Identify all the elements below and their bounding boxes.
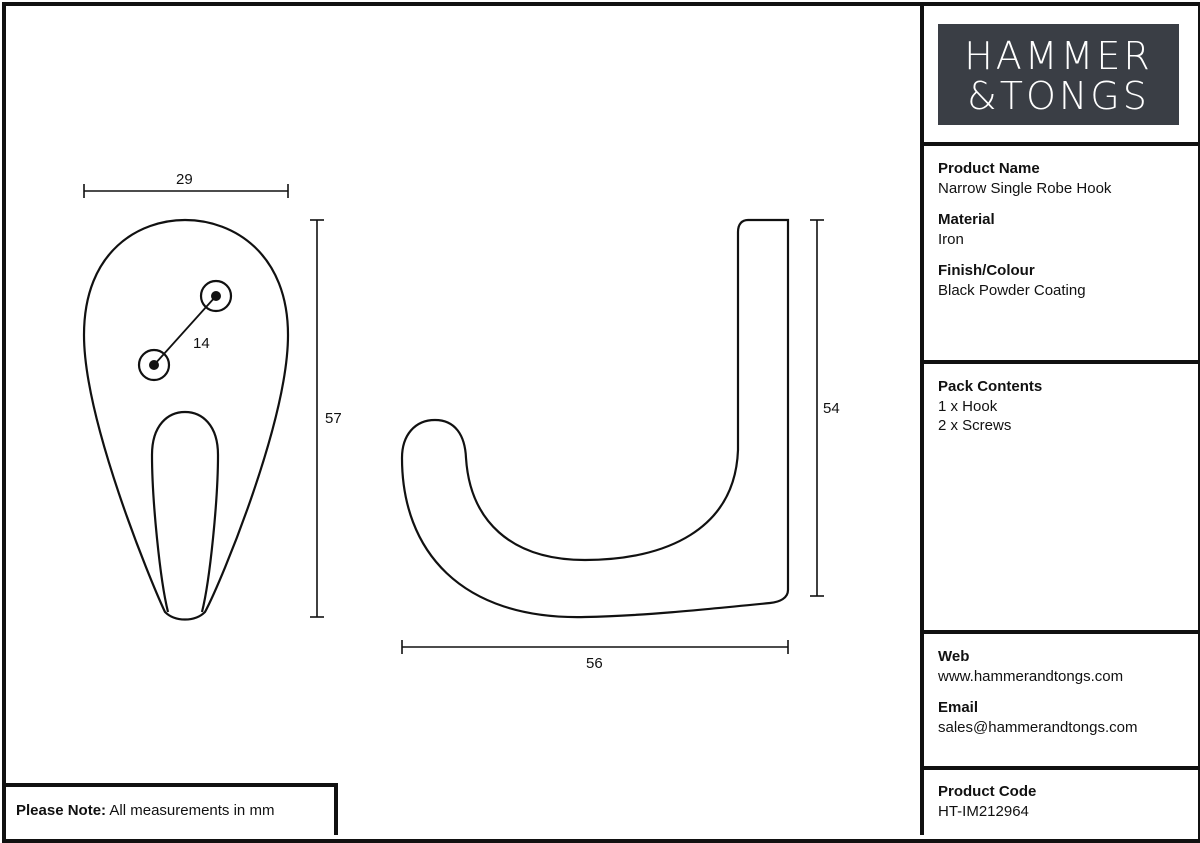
email-label: Email xyxy=(938,699,979,716)
product-code-label: Product Code xyxy=(938,783,1037,800)
dim-side-height: 54 xyxy=(823,400,840,417)
hole-spacing-line xyxy=(154,296,216,365)
dim-front-height: 57 xyxy=(325,410,342,427)
finish-label: Finish/Colour xyxy=(938,262,1035,279)
finish-value: Black Powder Coating xyxy=(938,282,1086,299)
brand-logo xyxy=(938,24,1179,125)
material-label: Material xyxy=(938,211,995,228)
side-view-outline xyxy=(402,220,788,617)
note-text: All measurements in mm xyxy=(109,802,275,819)
web-value: www.hammerandtongs.com xyxy=(938,668,1124,685)
contact-panel xyxy=(920,634,1194,766)
product-code-panel xyxy=(920,770,1194,835)
front-view-slot xyxy=(152,412,218,612)
note-label: Please Note: xyxy=(16,802,107,819)
dim-front-width: 29 xyxy=(176,171,193,188)
product-name-value: Narrow Single Robe Hook xyxy=(938,180,1112,197)
product-name-label: Product Name xyxy=(938,160,1040,177)
product-code-value: HT-IM212964 xyxy=(938,803,1029,820)
email-value: sales@hammerandtongs.com xyxy=(938,719,1138,736)
brand-line-1: HAMMER xyxy=(964,34,1153,78)
web-label: Web xyxy=(938,648,970,665)
pack-contents-panel xyxy=(920,364,1194,630)
material-value: Iron xyxy=(938,231,964,248)
brand-line-2: &TONGS xyxy=(967,74,1150,118)
dim-hole-spacing: 14 xyxy=(193,335,210,352)
product-details-panel xyxy=(920,146,1194,360)
pack-item: 1 x Hook xyxy=(938,398,998,415)
pack-item: 2 x Screws xyxy=(938,417,1012,434)
pack-contents-label: Pack Contents xyxy=(938,378,1043,395)
measurement-note xyxy=(2,783,338,835)
dim-side-depth: 56 xyxy=(586,655,603,672)
front-view-outline xyxy=(84,220,288,620)
